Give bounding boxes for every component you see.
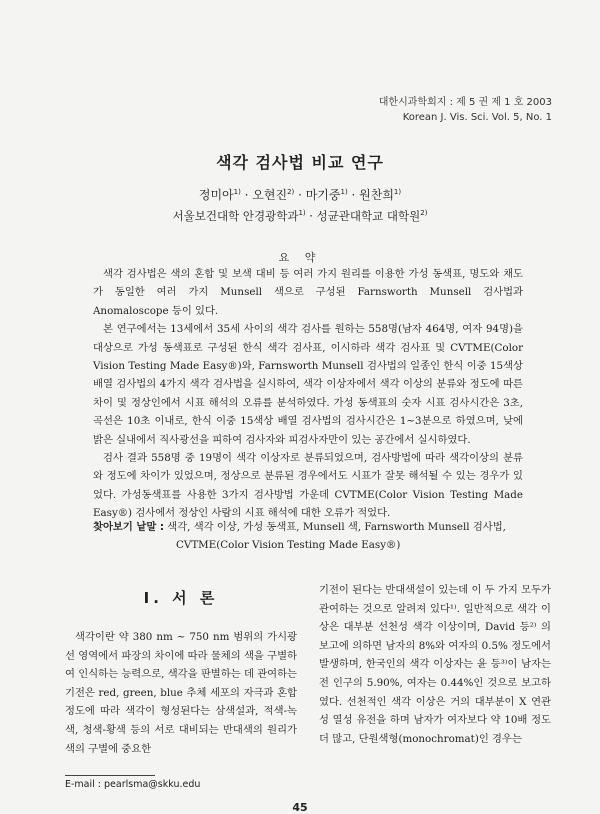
body-column-right bbox=[319, 581, 551, 748]
journal-header bbox=[379, 95, 552, 125]
author-name: 오현진 bbox=[252, 188, 288, 202]
affiliation-mark: 2) bbox=[420, 209, 428, 218]
footnote-divider bbox=[65, 775, 155, 776]
abstract-heading: 요 약 bbox=[278, 251, 322, 264]
body-column-left bbox=[65, 628, 297, 758]
journal-citation-english: Korean J. Vis. Sci. Vol. 5, No. 1 bbox=[402, 112, 552, 123]
page-number: 45 bbox=[292, 801, 308, 814]
author-separator: · bbox=[347, 188, 360, 202]
author-list bbox=[0, 186, 600, 203]
keywords-text: 색각, 색각 이상, 가성 동색표, Munsell 색, Farnsworth Munsell 검사법, CVTME(Color Vision Testing Made Easy®) bbox=[167, 521, 506, 552]
affiliation: 성균관대학교 대학원 bbox=[316, 209, 421, 223]
abstract-paragraph: 색각 검사법은 색의 혼합 및 보색 대비 등 여러 가지 원리를 이용한 가성 동색표, 명도와 채도가 동일한 여러 가지 Munsell 색으로 구성된 Farnsworth Munsell 검사법과 Anomaloscope 등이 있다. bbox=[93, 268, 523, 317]
author-name: 정미아 bbox=[198, 188, 234, 202]
author-affil-mark: 1) bbox=[233, 188, 241, 196]
body-paragraph: 기전이 된다는 반대색설이 있는데 이 두 가지 모두가 관여하는 것으로 알려져 있다¹⁾. 일반적으로 색각 이상은 대부분 선천성 색각 이상이며, David 등²⁾ 의 보고에 의하면 남자의 8%와 여자의 0.5% 정도에서 발생하며, 한국인의 색각 이상자는 윤 등³⁾이 남자는 전 인구의 5.90%, 여자는 0.44%인 것으로 보고하였다. 선천적인 색각 이상은 거의 대부분이 X 연관성 열성 유전을 하며 남자가 여자보다 약 10배 정도 더 많고, 단원색형(monochromat)인 경우는 bbox=[319, 584, 551, 745]
author-name: 원찬희 bbox=[359, 188, 394, 202]
author-affil-mark: 1) bbox=[393, 188, 402, 196]
affiliation-separator: · bbox=[305, 209, 317, 223]
affiliation-mark: 1) bbox=[298, 209, 306, 218]
body-paragraph: 색각이란 약 380 nm ~ 750 nm 범위의 가시광선 영역에서 파장의 차이에 따라 물체의 색을 구별하여 인식하는 능력으로, 색각을 판별하는 데 관여하는 기전은 red, green, blue 추체 세포의 자극과 혼합정도에 따라 색각이 형성된다는 삼색설과, 적색-녹색, 청색-황색 등의 서로 대비되는 반대색의 원리가 색의 구별에 중요한 bbox=[65, 631, 297, 755]
section-heading: I. 서 론 bbox=[143, 589, 219, 607]
affiliation-list bbox=[0, 208, 600, 224]
paper-title: 색각 검사법 비교 연구 bbox=[216, 153, 384, 172]
abstract-paragraph: 본 연구에서는 13세에서 35세 사이의 색각 검사를 원하는 558명(남자 464명, 여자 94명)을 대상으로 가성 동색표로 구성된 한식 색각 검사표, 이시하라 색각 검사표 및 CVTME(Color Vision Testing Made Easy®)와, Farnsworth Munsell 검사법의 일종인 한식 이중 15색상 배열 검사법의 4가지 색각 검사법을 실시하여, 색각 이상자에서 색각 이상의 분류와 정도에 따른 차이 및 정상인에서 시표 해석의 오류를 분석하였다. 가성 동색표의 숫자 시표 검사시간은 3초, 곡선은 10초 이내로, 한식 이중 15색상 배열 검사법의 검사시간은 1~3분으로 하였으며, 낮에 밝은 실내에서 직사광선을 피하여 검사자와 피검사자만이 있는 공간에서 실시하였다. bbox=[93, 323, 523, 446]
author-affil-mark: 1) bbox=[340, 188, 348, 196]
author-name: 마기중 bbox=[305, 188, 341, 202]
affiliation: 서울보건대학 안경광학과 bbox=[172, 209, 299, 223]
author-affil-mark: 2) bbox=[287, 188, 295, 196]
abstract-paragraph: 검사 결과 558명 중 19명이 색각 이상자로 분류되었으며, 검사방법에 따라 색각이상의 분류와 정도에 차이가 있었으며, 정상으로 분류된 경우에서도 시표가 잘못 해석될 수 있는 경우가 있었다. 가성동색표를 사용한 3가지 검사방법 가운데 CVTME(Color Vision Testing Made Easy®) 검사에서 정상인 사람의 시표 해석에 대한 오류가 적었다. bbox=[93, 452, 523, 520]
keywords-line bbox=[93, 518, 523, 555]
author-separator: · bbox=[240, 188, 253, 202]
abstract-body bbox=[93, 265, 523, 523]
keywords-block bbox=[93, 518, 523, 555]
journal-citation-korean: 대한시과학회지 : 제 5 권 제 1 호 2003 bbox=[378, 97, 552, 108]
footnote-email: E-mail : pearlsma@skku.edu bbox=[65, 779, 201, 790]
keywords-label: 찾아보기 낱말 : bbox=[93, 521, 164, 533]
author-separator: · bbox=[294, 188, 306, 202]
